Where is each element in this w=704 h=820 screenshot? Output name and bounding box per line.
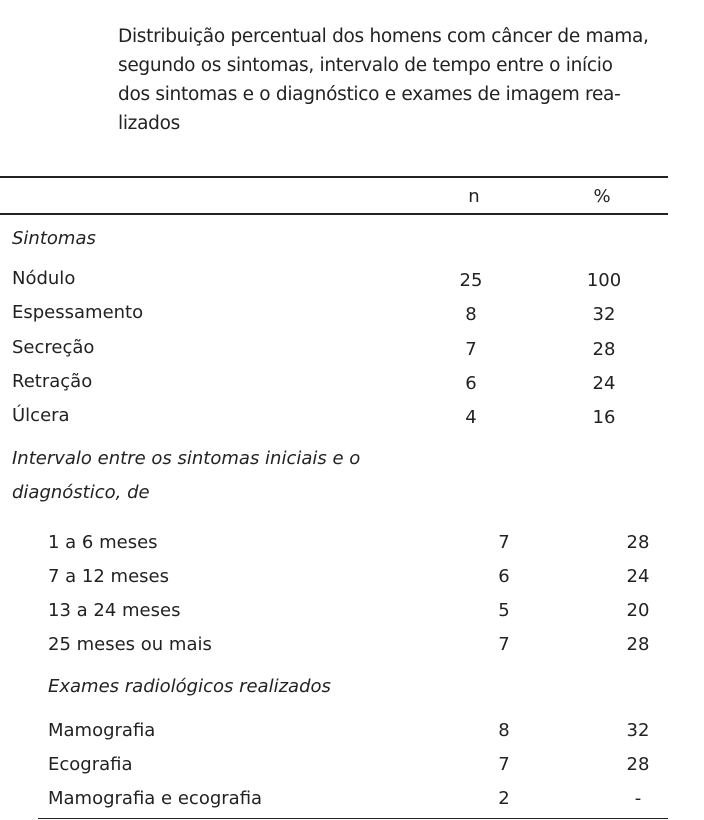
row-label: Ecografia (48, 754, 133, 775)
row-label: 13 a 24 meses (48, 600, 181, 621)
row-label: Úlcera (12, 405, 70, 426)
row-n: 4 (465, 407, 477, 428)
caption-line: Distribuição percentual dos homens com câncer de mama, (118, 26, 649, 47)
row-pct: - (634, 788, 642, 809)
row-n: 5 (498, 600, 510, 621)
row-label: Mamografia e ecografia (48, 788, 263, 809)
row-label: Espessamento (12, 302, 144, 323)
row-n: 7 (498, 634, 510, 655)
row-n: 8 (498, 720, 510, 741)
row-n: 7 (498, 754, 510, 775)
row-pct: 28 (626, 634, 650, 655)
row-n: 7 (465, 339, 477, 360)
row-label: 7 a 12 meses (48, 566, 169, 587)
row-pct: 16 (592, 407, 616, 428)
row-pct: 28 (626, 532, 650, 553)
table-bottom-rule (38, 818, 668, 819)
caption-line: lizados (118, 113, 180, 134)
row-label: Nódulo (12, 268, 76, 289)
row-pct: 20 (626, 600, 650, 621)
caption-line: segundo os sintomas, intervalo de tempo entre o início (118, 55, 613, 76)
row-n: 25 (459, 270, 483, 291)
section-title-sintomas: Sintomas (12, 228, 96, 249)
table-top-rule (0, 176, 668, 178)
row-pct: 32 (626, 720, 650, 741)
row-pct: 32 (592, 304, 616, 325)
row-pct: 28 (626, 754, 650, 775)
row-pct: 24 (592, 373, 616, 394)
caption-line: dos sintomas e o diagnóstico e exames de imagem rea- (118, 84, 621, 105)
table-header-rule (0, 213, 668, 215)
header-pct: % (593, 186, 611, 207)
row-label: Mamografia (48, 720, 156, 741)
table-caption (118, 22, 678, 138)
row-label: 1 a 6 meses (48, 532, 158, 553)
row-label: 25 meses ou mais (48, 634, 212, 655)
section-title-intervalo-cont: diagnóstico, de (12, 482, 150, 503)
section-title-intervalo: Intervalo entre os sintomas iniciais e o (12, 448, 361, 469)
row-pct: 28 (592, 339, 616, 360)
row-n: 6 (498, 566, 510, 587)
row-n: 6 (465, 373, 477, 394)
row-label: Secreção (12, 337, 95, 358)
section-title-exames: Exames radiológicos realizados (48, 676, 331, 697)
row-n: 8 (465, 304, 477, 325)
row-label: Retração (12, 371, 93, 392)
row-n: 7 (498, 532, 510, 553)
row-pct: 24 (626, 566, 650, 587)
row-n: 2 (498, 788, 510, 809)
row-pct: 100 (586, 270, 622, 291)
header-n: n (468, 186, 480, 207)
